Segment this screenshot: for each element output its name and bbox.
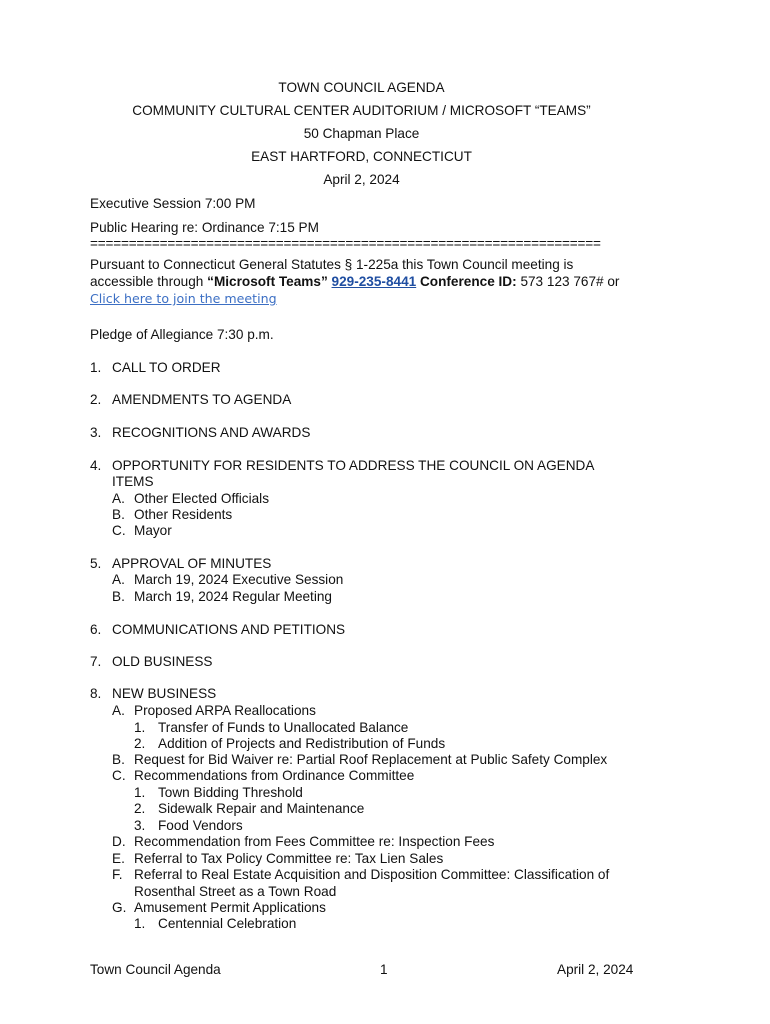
city: EAST HARTFORD, CONNECTICUT: [251, 149, 472, 164]
subitem-5b: B. March 19, 2024 Regular Meeting: [112, 589, 332, 604]
footer-title: Town Council Agenda: [90, 962, 221, 977]
subitem-8c-2: 2. Sidewalk Repair and Maintenance: [134, 801, 365, 816]
subitem-8b: B. Request for Bid Waiver re: Partial Roof Replacement at Public Safety Complex: [112, 752, 608, 767]
subitem-8e: E. Referral to Tax Policy Committee re: Tax Lien Sales: [112, 851, 444, 866]
footer-page-number: 1: [380, 962, 388, 977]
agenda-item-2: 2. AMENDMENTS TO AGENDA: [90, 392, 292, 407]
join-meeting-link[interactable]: Click here to join the meeting: [90, 291, 277, 306]
subitem-8c-1: 1. Town Bidding Threshold: [134, 785, 303, 800]
subitem-4a: A. Other Elected Officials: [112, 491, 269, 506]
agenda-item-4-cont: ITEMS: [112, 474, 154, 489]
agenda-item-6: 6. COMMUNICATIONS AND PETITIONS: [90, 622, 346, 637]
subitem-8a-2: 2. Addition of Projects and Redistribution of Funds: [134, 736, 446, 751]
subitem-4b: B. Other Residents: [112, 507, 233, 522]
phone-link[interactable]: 929-235-8441: [331, 274, 417, 289]
agenda-item-1: 1. CALL TO ORDER: [90, 360, 221, 375]
conference-label: Conference ID:: [419, 274, 517, 289]
notice-line-2: [90, 274, 619, 289]
separator: ==================================================================: [90, 236, 601, 251]
agenda-item-8: 8. NEW BUSINESS: [90, 686, 217, 701]
agenda-item-4: 4. OPPORTUNITY FOR RESIDENTS TO ADDRESS THE COUNCIL ON AGENDA: [90, 458, 595, 473]
subitem-5a: A. March 19, 2024 Executive Session: [112, 572, 344, 587]
join-meeting-row: [90, 291, 277, 306]
subitem-4c: C. Mayor: [112, 523, 172, 538]
teams-label: “Microsoft Teams”: [207, 274, 328, 289]
notice-prefix: accessible through: [90, 274, 208, 289]
agenda-title: TOWN COUNCIL AGENDA: [278, 80, 445, 95]
agenda-item-3: 3. RECOGNITIONS AND AWARDS: [90, 425, 311, 440]
footer-date: April 2, 2024: [557, 962, 634, 977]
subitem-8g-1: 1. Centennial Celebration: [134, 916, 297, 931]
public-hearing: Public Hearing re: Ordinance 7:15 PM: [90, 220, 319, 235]
address: 50 Chapman Place: [303, 126, 420, 141]
subitem-8f-cont: Rosenthal Street as a Town Road: [134, 884, 337, 899]
agenda-item-7: 7. OLD BUSINESS: [90, 654, 213, 669]
subitem-8d: D. Recommendation from Fees Committee re: Inspection Fees: [112, 834, 495, 849]
agenda-item-5: 5. APPROVAL OF MINUTES: [90, 556, 272, 571]
subitem-8c-3: 3. Food Vendors: [134, 818, 243, 833]
subitem-8f: F. Referral to Real Estate Acquisition and Disposition Committee: Classification of: [112, 867, 610, 882]
executive-session: Executive Session 7:00 PM: [90, 196, 256, 211]
conference-id: 573 123 767# or: [520, 274, 620, 289]
venue: COMMUNITY CULTURAL CENTER AUDITORIUM / MICROSOFT “TEAMS”: [132, 103, 591, 118]
subitem-8g: G. Amusement Permit Applications: [112, 900, 326, 915]
meeting-date: April 2, 2024: [323, 172, 400, 187]
subitem-8a-1: 1. Transfer of Funds to Unallocated Balance: [134, 720, 409, 735]
pledge: Pledge of Allegiance 7:30 p.m.: [90, 327, 274, 342]
subitem-8a: A. Proposed ARPA Reallocations: [112, 703, 316, 718]
subitem-8c: C. Recommendations from Ordinance Committee: [112, 768, 415, 783]
notice-line-1: Pursuant to Connecticut General Statutes § 1-225a this Town Council meeting is: [90, 257, 574, 272]
